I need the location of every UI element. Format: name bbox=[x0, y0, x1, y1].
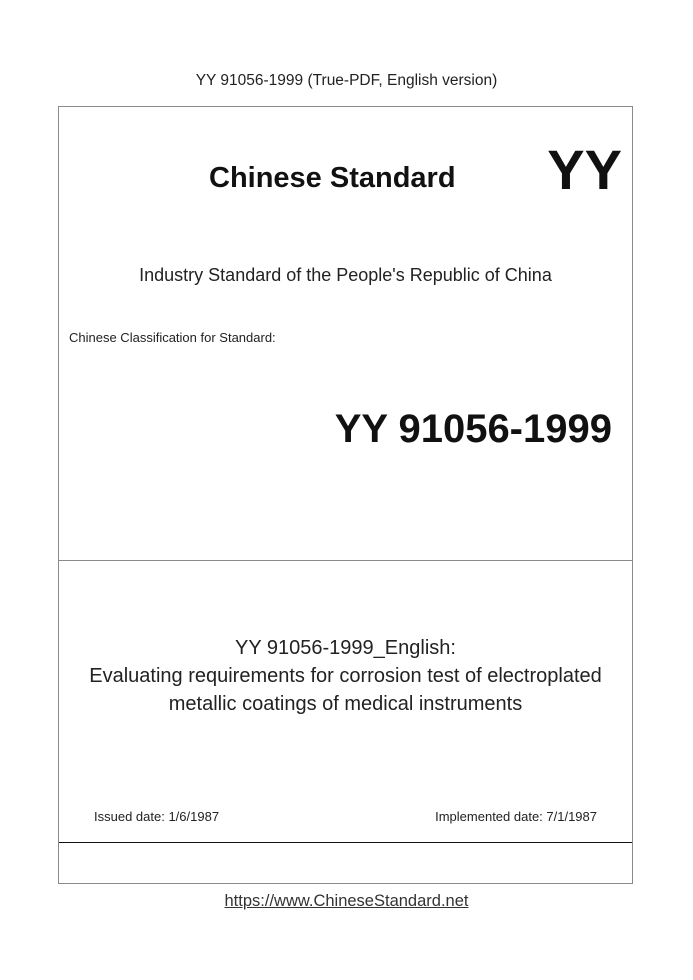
english-title bbox=[59, 634, 632, 718]
english-title-line-2: Evaluating requirements for corrosion test of electroplated bbox=[89, 665, 602, 687]
site-link-container bbox=[0, 892, 693, 911]
subtitle: Industry Standard of the People's Republic of China bbox=[139, 265, 552, 285]
website-link[interactable]: https://www.ChineseStandard.net bbox=[224, 892, 469, 910]
standard-code-mark: YY bbox=[547, 138, 622, 201]
main-title: Chinese Standard bbox=[209, 162, 456, 194]
english-title-section bbox=[59, 561, 632, 843]
title-section bbox=[59, 107, 632, 561]
classification-label: Chinese Classification for Standard: bbox=[69, 330, 276, 345]
page-header: YY 91056-1999 (True-PDF, English version) bbox=[195, 72, 498, 89]
english-title-line-1: YY 91056-1999_English: bbox=[235, 637, 456, 659]
cover-frame bbox=[58, 106, 633, 884]
issued-date: Issued date: 1/6/1987 bbox=[94, 809, 220, 824]
standard-number: YY 91056-1999 bbox=[334, 407, 612, 451]
blank-footer-box bbox=[59, 843, 632, 885]
english-title-line-3: metallic coatings of medical instruments bbox=[168, 693, 523, 715]
implemented-date: Implemented date: 7/1/1987 bbox=[435, 809, 597, 824]
